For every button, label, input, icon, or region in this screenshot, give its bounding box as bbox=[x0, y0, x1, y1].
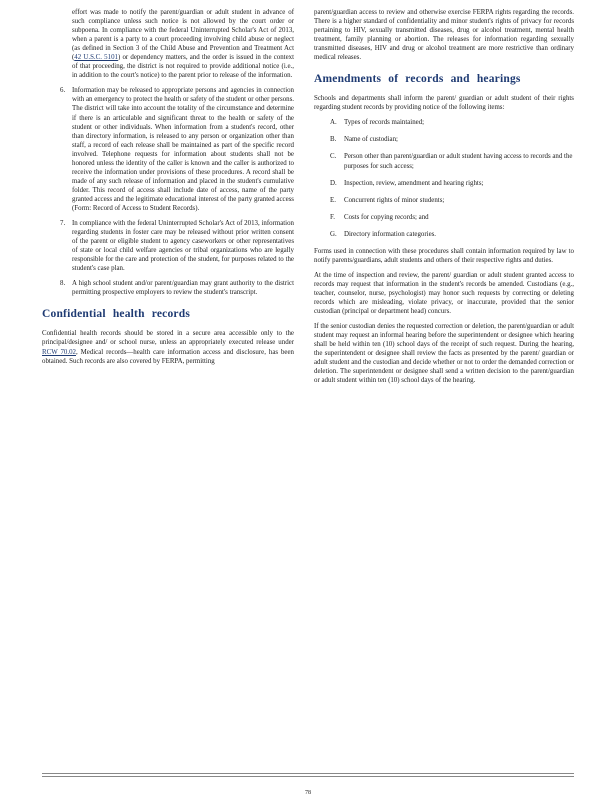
list-item: 6. Information may be released to appropriate persons and agencies in connection with an emergency to protect the health or safety of the student or other persons. The district will take into account the totality of the circumstance and determine if there is an articulable and significant threat to the health or safety of the student or other individuals. When information from a student's record, other than directory information, is released to any person or organization other than staff, a record of each release shall be maintained as part of the specific record involved. Telephone requests for information about students shall not be honored unless the identity of the caller is known and the caller is authorized to receive the information under provisions of these procedures. A record shall be made of any such release of information and placed in the student's cumulative folder. This record of access shall include date of access, name of the party granted access and the legitimate educational interest of the party granted access (Form: Record of Access to Student Records). bbox=[60, 87, 294, 212]
list-item: G. Directory information categories. bbox=[330, 230, 437, 238]
footer-divider bbox=[42, 773, 574, 774]
footer-divider bbox=[42, 776, 574, 777]
list-item: 7. In compliance with the federal Uninterrupted Scholar's Act of 2013, information regarding students in foster care may be released without prior written consent of the parent or eligible student to agency caseworkers or other representatives of state or local child welfare agencies or tribal organizations who are legally responsible for the care and protection of the student, for purposes related to the student's case plan. bbox=[60, 220, 294, 273]
right-intro-paragraph: parent/guardian access to review and otherwise exercise FERPA rights regarding the records. There is a higher standard of confidentiality and minor student's rights of privacy for records pertaining to HIV, sexually transmitted diseases, drug or alcohol treatment, mental health treatment, family planning or abortion. The releases for information regarding sexually transmitted diseases, HIV and drug or alcohol treatment are more restrictive than ordinary medical releases. bbox=[314, 9, 574, 62]
intro-paragraph: effort was made to notify the parent/guardian or adult student in advance of such compliance unless such notice is not allowed by the court order or subpoena. In compliance with the federal Uninterrupted Scholar's Act of 2013, when a parent is a party to a court proceeding involving child abuse or neglect (as defined in Section 3 of the Child Abuse and Prevention and Treatment Act (42 U.S.C. 5101) or dependency matters, and the order is issued in the context of that proceeding, the district is not required to provide additional notice (i.e., in addition to the court's notice) to the parent prior to release of the information. bbox=[72, 9, 294, 80]
list-item: F. Costs for copying records; and bbox=[330, 213, 429, 221]
page-number: 78 bbox=[305, 790, 311, 796]
inspection-paragraph: At the time of inspection and review, the parent/ guardian or adult student granted access to records may request that information in the student's records be amended. Custodians (e.g., teacher, counselor, nurse, psychologist) may honor such requests by correcting or deleting records which are misleading, violate privacy, or inaccurate, provided that the senior custodian (principal or department head) concurs. bbox=[314, 271, 574, 316]
list-item: E. Concurrent rights of minor students; bbox=[330, 196, 445, 204]
rcw-link[interactable]: RCW 70.02 bbox=[42, 348, 76, 356]
right-column bbox=[314, 8, 574, 391]
list-item: D. Inspection, review, amendment and hearing rights; bbox=[330, 179, 484, 187]
hearing-paragraph: If the senior custodian denies the requested correction or deletion, the parent/guardian or adult student may request an informal hearing before the superintendent or designee which hearing shall be held within ten (10) school days of the receipt of such request. During the hearing, the superintendent or designee shall review the facts as presented by the parent/ guardian or adult student and the custodian and decide whether or not to order the demanded correction or deletion. The superintendent or designee shall send a written decision to the parent/guardian or adult student within ten (10) school days of the hearing. bbox=[314, 323, 574, 385]
list-item: B. Name of custodian; bbox=[330, 136, 398, 144]
list-item: 8. A high school student and/or parent/guardian may grant authority to the district permitting prospective employers to review the student's transcript. bbox=[60, 280, 294, 297]
list-item: A. Types of records maintained; bbox=[330, 119, 425, 127]
section-heading-health: Confidential health records bbox=[42, 308, 190, 321]
notice-paragraph: Schools and departments shall inform the parent/ guardian or adult student of their rights regarding student records by providing notice of the following items: bbox=[314, 95, 574, 112]
usc-link[interactable]: 42 U.S.C. 5101 bbox=[74, 54, 118, 62]
left-column bbox=[42, 8, 294, 372]
health-paragraph: Confidential health records should be stored in a secure area accessible only to the principal/designee and/ or school nurse, unless an appropriately executed release under RCW 70.02, Medical records—health care information access and disclosure, has been obtained. Such records are also covered by FERPA, permitting bbox=[42, 330, 294, 365]
section-heading-amendments: Amendments of records and hearings bbox=[314, 73, 521, 86]
list-item: C. Person other than parent/guardian or adult student having access to records and the purposes for such access; bbox=[330, 153, 573, 170]
forms-paragraph: Forms used in connection with these procedures shall contain information required by law to notify parents/guardians, adult students and others of their respective rights and duties. bbox=[314, 247, 574, 264]
